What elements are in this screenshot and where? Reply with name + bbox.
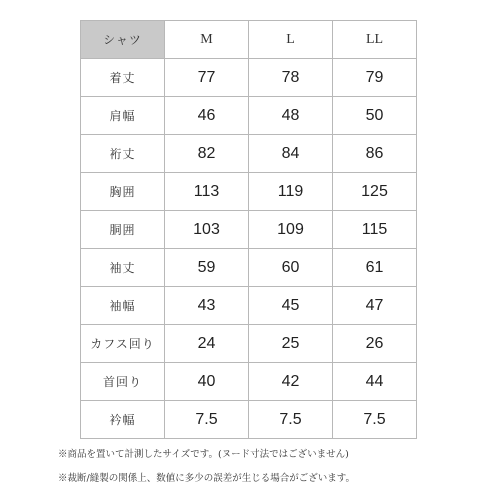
size-header-ll: LL [333,21,417,59]
table-row [81,97,417,135]
value-cell-m: 113 [165,173,249,211]
value-cell-m: 103 [165,211,249,249]
size-table [80,20,417,439]
value-cell-ll: 115 [333,211,417,249]
table-row [81,363,417,401]
value-cell-ll: 44 [333,363,417,401]
row-label-cell: カフス回り [81,325,165,363]
value-cell-l: 60 [249,249,333,287]
value-cell-ll: 7.5 [333,401,417,439]
value-cell-l: 25 [249,325,333,363]
value-cell-ll: 47 [333,287,417,325]
note-line-tolerance: ※裁断/縫製の関係上、数値に多少の誤差が生じる場合がございます。 [58,473,355,484]
value-cell-m: 82 [165,135,249,173]
table-row [81,59,417,97]
table-row [81,173,417,211]
row-label-cell: 首回り [81,363,165,401]
table-row [81,211,417,249]
row-label-cell: 衿幅 [81,401,165,439]
row-label-cell: 着丈 [81,59,165,97]
row-label-cell: 胴囲 [81,211,165,249]
note-line-measurement: ※商品を置いて計測したサイズです。(ヌード寸法ではございません) [58,449,349,460]
category-header-cell: シャツ [81,21,165,59]
value-cell-m: 40 [165,363,249,401]
value-cell-ll: 61 [333,249,417,287]
value-cell-l: 84 [249,135,333,173]
value-cell-m: 43 [165,287,249,325]
size-header-l: L [249,21,333,59]
value-cell-l: 109 [249,211,333,249]
row-label-cell: 袖幅 [81,287,165,325]
table-row [81,249,417,287]
header-row [81,21,417,59]
row-label-cell: 裄丈 [81,135,165,173]
value-cell-m: 77 [165,59,249,97]
value-cell-l: 119 [249,173,333,211]
size-header-m: M [165,21,249,59]
value-cell-m: 24 [165,325,249,363]
size-table-body [81,21,417,439]
value-cell-ll: 125 [333,173,417,211]
value-cell-ll: 26 [333,325,417,363]
notes [58,443,498,491]
value-cell-l: 48 [249,97,333,135]
value-cell-m: 46 [165,97,249,135]
value-cell-l: 45 [249,287,333,325]
table-row [81,325,417,363]
table-row [81,401,417,439]
value-cell-l: 42 [249,363,333,401]
value-cell-ll: 50 [333,97,417,135]
value-cell-m: 59 [165,249,249,287]
row-label-cell: 肩幅 [81,97,165,135]
value-cell-m: 7.5 [165,401,249,439]
table-row [81,135,417,173]
row-label-cell: 袖丈 [81,249,165,287]
value-cell-l: 7.5 [249,401,333,439]
table-row [81,287,417,325]
row-label-cell: 胸囲 [81,173,165,211]
value-cell-l: 78 [249,59,333,97]
value-cell-ll: 86 [333,135,417,173]
value-cell-ll: 79 [333,59,417,97]
